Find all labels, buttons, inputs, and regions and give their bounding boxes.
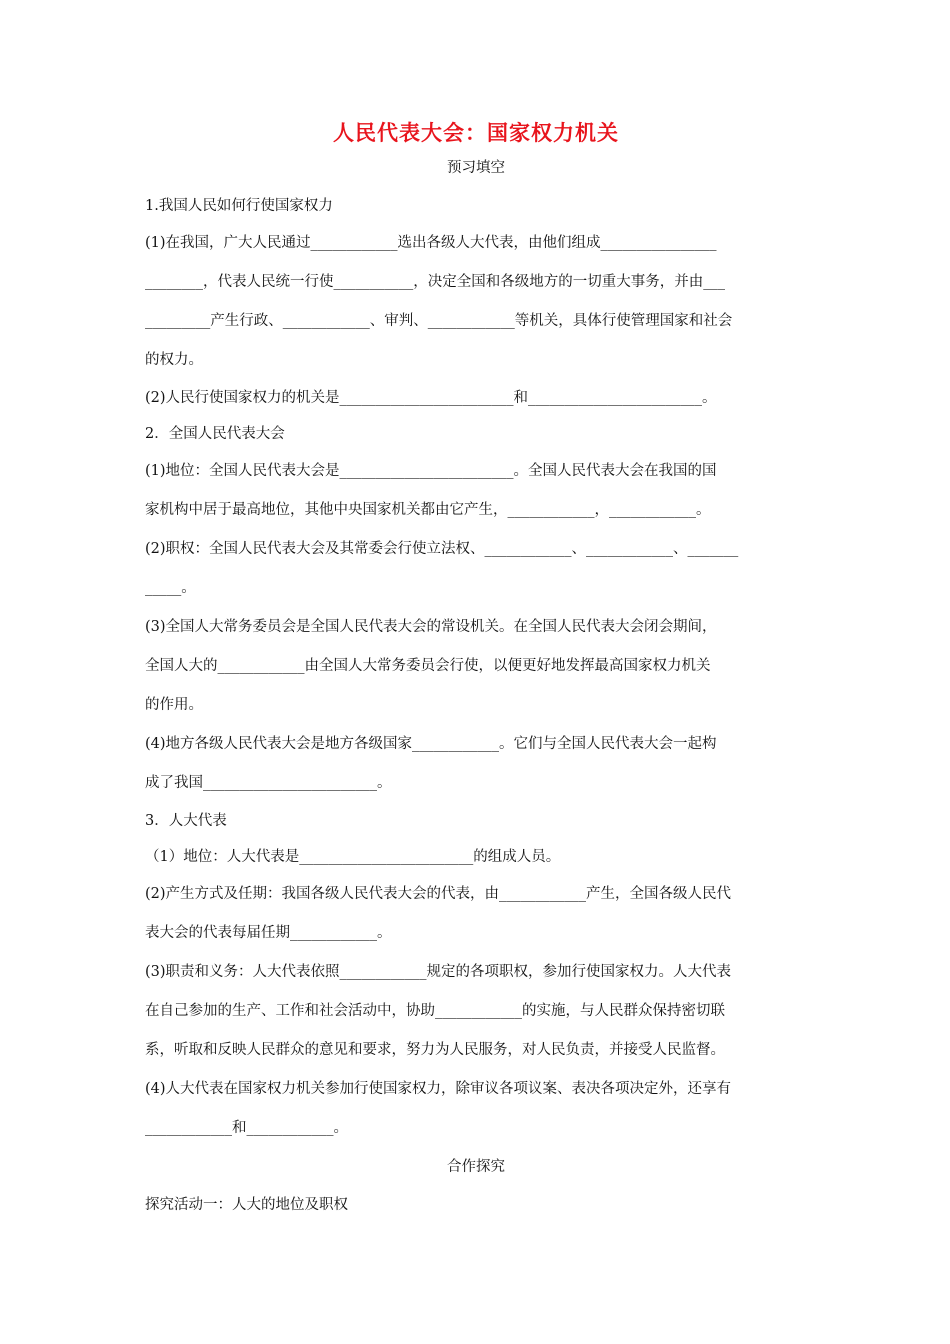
- text-line: (1)地位：全国人民代表大会是________________________。全国人民代表大会在我国的国: [145, 463, 717, 479]
- text-line: (2)人民行使国家权力的机关是________________________和________________________。: [145, 390, 717, 406]
- text-line: _____。: [145, 580, 196, 596]
- text-line: （1）地位：人大代表是________________________的组成人员。: [145, 849, 561, 865]
- text-line: 家机构中居于最高地位，其他中央国家机关都由它产生，____________，____________。: [145, 502, 711, 518]
- text-line: (1)在我国，广大人民通过____________选出各级人大代表，由他们组成________________: [145, 235, 717, 251]
- q3-heading: 3．人大代表: [145, 813, 227, 829]
- text-line: (3)职责和义务：人大代表依照____________规定的各项职权，参加行使国家权力。人大代表: [145, 964, 732, 980]
- q2-heading: 2．全国人民代表大会: [145, 426, 285, 442]
- text-line: (2)产生方式及任期：我国各级人民代表大会的代表，由____________产生，全国各级人民代: [145, 886, 732, 902]
- document-page: [145, 118, 807, 1223]
- q1-heading: 1.我国人民如何行使国家权力: [145, 198, 333, 214]
- text-line: 的权力。: [145, 352, 203, 368]
- text-line: _________产生行政、____________、审判、____________等机关，具体行使管理国家和社会: [145, 313, 733, 329]
- text-line: 全国人大的____________由全国人大常务委员会行使，以便更好地发挥最高国家权力机关: [145, 658, 711, 674]
- text-line: 的作用。: [145, 697, 203, 713]
- text-line: (2)职权：全国人民代表大会及其常委会行使立法权、____________、____________、_______: [145, 541, 739, 557]
- activity-heading: 探究活动一：人大的地位及职权: [145, 1197, 348, 1213]
- page-title: 人民代表大会：国家权力机关: [333, 120, 619, 145]
- section-heading-preview: 预习填空: [447, 160, 505, 176]
- section-heading-cooperation: 合作探究: [447, 1159, 505, 1175]
- text-line: ________，代表人民统一行使___________，决定全国和各级地方的一切重大事务，并由___: [145, 274, 725, 290]
- text-line: 表大会的代表每届任期____________。: [145, 925, 392, 941]
- text-line: 成了我国________________________。: [145, 775, 392, 791]
- text-line: (3)全国人大常务委员会是全国人民代表大会的常设机关。在全国人民代表大会闭会期间，: [145, 619, 717, 635]
- text-line: ____________和____________。: [145, 1120, 348, 1136]
- text-line: 系，听取和反映人民群众的意见和要求，努力为人民服务，对人民负责，并接受人民监督。: [145, 1042, 725, 1058]
- text-line: (4)人大代表在国家权力机关参加行使国家权力，除审议各项议案、表决各项决定外，还享有: [145, 1081, 732, 1097]
- text-line: (4)地方各级人民代表大会是地方各级国家____________。它们与全国人民代表大会一起构: [145, 736, 717, 752]
- text-line: 在自己参加的生产、工作和社会活动中，协助____________的实施，与人民群众保持密切联: [145, 1003, 725, 1019]
